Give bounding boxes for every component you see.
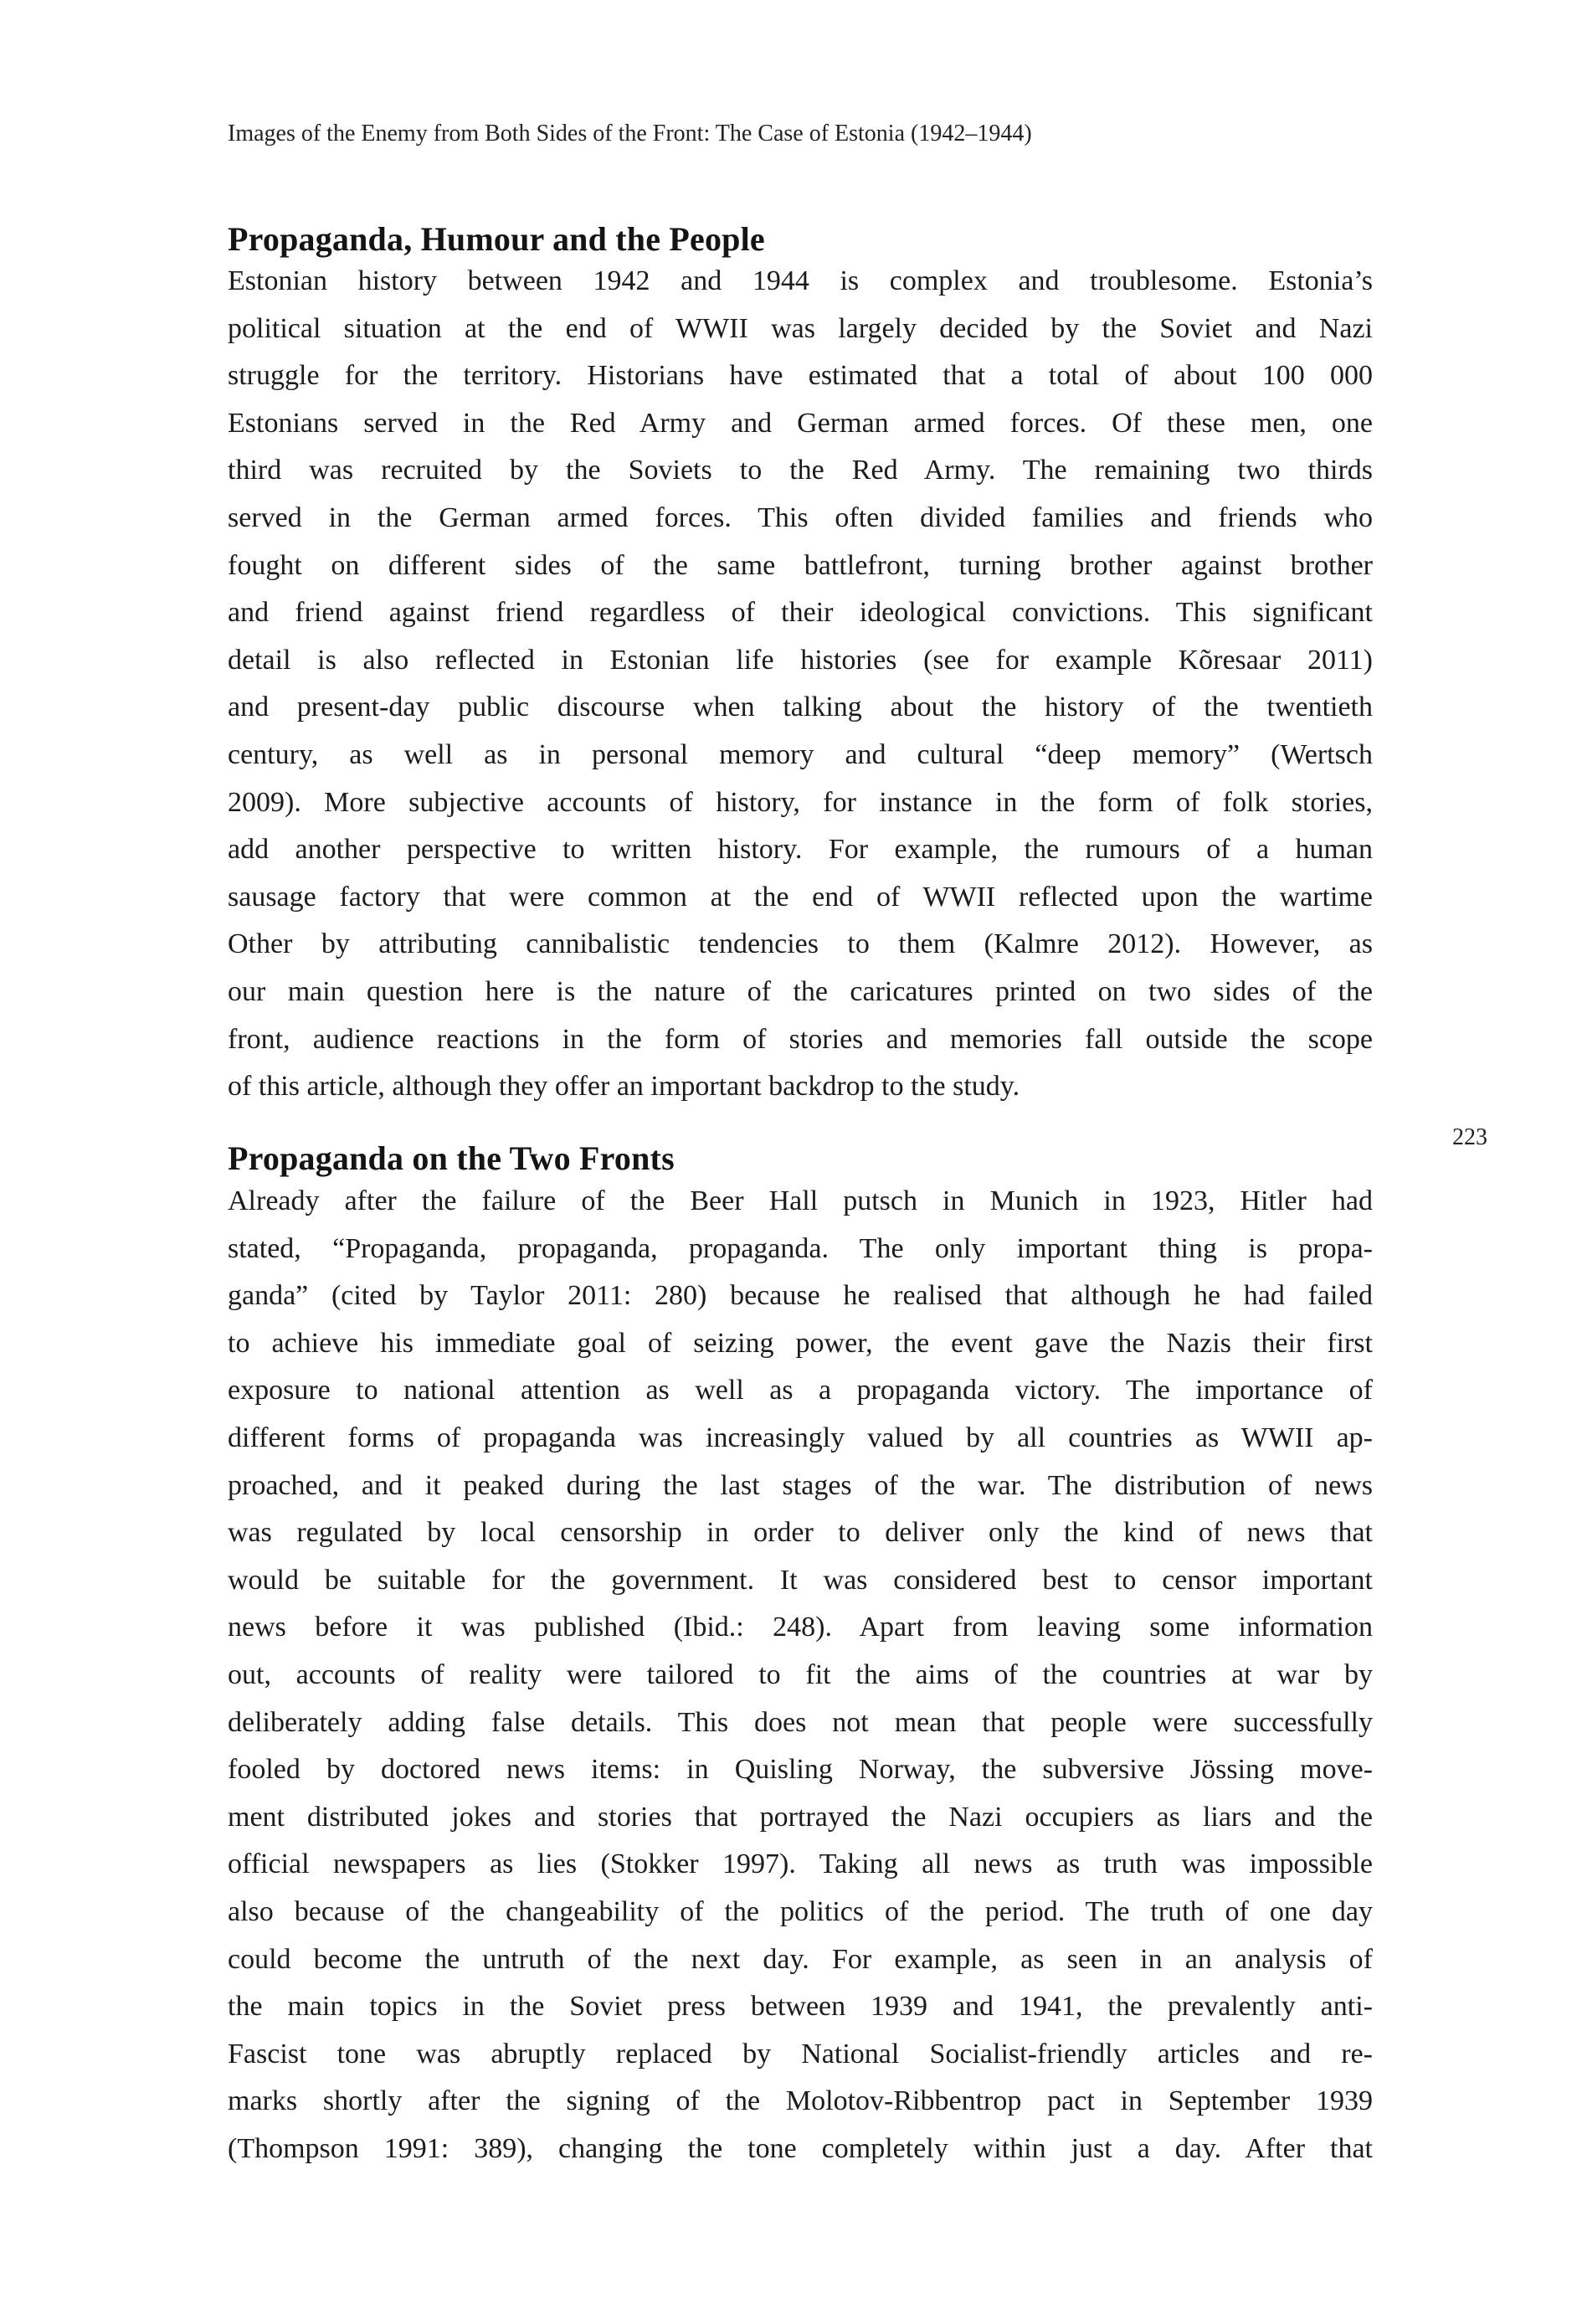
text-line: fooled by doctored news items: in Quisling Norway, the subversive Jössing move- bbox=[228, 1754, 1373, 1786]
text-line: out, accounts of reality were tailored to fit the aims of the countries at war by bbox=[228, 1658, 1373, 1690]
text-line: exposure to national attention as well as a propaganda victory. The importance of bbox=[228, 1375, 1373, 1406]
text-line: (Thompson 1991: 389), changing the tone completely within just a day. After that bbox=[228, 2132, 1373, 2164]
running-header: Images of the Enemy from Both Sides of the Front: The Case of Estonia (1942–1944) bbox=[228, 121, 1032, 147]
text-line: also because of the changeability of the politics of the period. The truth of one day bbox=[228, 1895, 1373, 1927]
text-line: 2009). More subjective accounts of history, for instance in the form of folk stories, bbox=[228, 786, 1373, 818]
text-line: our main question here is the nature of the caricatures printed on two sides of the bbox=[228, 975, 1373, 1007]
text-line: was regulated by local censorship in order to deliver only the kind of news that bbox=[228, 1517, 1373, 1549]
text-line: marks shortly after the signing of the Molotov-Ribbentrop pact in September 1939 bbox=[228, 2085, 1373, 2117]
text-line: front, audience reactions in the form of stories and memories fall outside the scope bbox=[228, 1023, 1373, 1055]
text-line: could become the untruth of the next day. For example, as seen in an analysis of bbox=[228, 1943, 1373, 1975]
section-heading-propaganda-humour-people: Propaganda, Humour and the People bbox=[228, 220, 765, 258]
text-line: proached, and it peaked during the last stages of the war. The distribution of news bbox=[228, 1469, 1373, 1501]
text-line: sausage factory that were common at the end of WWII reflected upon the wartime bbox=[228, 881, 1373, 913]
text-line: different forms of propaganda was increasingly valued by all countries as WWII ap- bbox=[228, 1422, 1373, 1453]
text-line: add another perspective to written history. For example, the rumours of a human bbox=[228, 834, 1373, 866]
text-line: served in the German armed forces. This often divided families and friends who bbox=[228, 501, 1373, 533]
text-line: deliberately adding false details. This does not mean that people were successfully bbox=[228, 1706, 1373, 1738]
text-line: news before it was published (Ibid.: 248). Apart from leaving some information bbox=[228, 1612, 1373, 1643]
text-line: the main topics in the Soviet press between 1939 and 1941, the prevalently anti- bbox=[228, 1991, 1373, 2023]
text-line: and friend against friend regardless of their ideological convictions. This significant bbox=[228, 597, 1373, 629]
page-number: 223 bbox=[1452, 1124, 1487, 1150]
paragraph-propaganda-two-fronts bbox=[228, 1178, 1373, 2172]
text-line: of this article, although they offer an important backdrop to the study. bbox=[228, 1071, 1020, 1103]
text-line: to achieve his immediate goal of seizing power, the event gave the Nazis their first bbox=[228, 1327, 1373, 1359]
text-line: fought on different sides of the same battlefront, turning brother against brother bbox=[228, 549, 1373, 581]
text-line: third was recruited by the Soviets to the Red Army. The remaining two thirds bbox=[228, 455, 1373, 486]
text-line: Estonian history between 1942 and 1944 is complex and troublesome. Estonia’s bbox=[228, 265, 1373, 296]
text-line: political situation at the end of WWII was largely decided by the Soviet and Nazi bbox=[228, 312, 1373, 344]
paragraph-propaganda-humour-people bbox=[228, 258, 1373, 1111]
text-line: Already after the failure of the Beer Hall putsch in Munich in 1923, Hitler had bbox=[228, 1185, 1373, 1216]
text-line: detail is also reflected in Estonian life histories (see for example Kõresaar 2011) bbox=[228, 644, 1373, 676]
text-line: stated, “Propaganda, propaganda, propaganda. The only important thing is propa- bbox=[228, 1232, 1373, 1264]
text-line: official newspapers as lies (Stokker 1997). Taking all news as truth was impossible bbox=[228, 1848, 1373, 1880]
text-line: ganda” (cited by Taylor 2011: 280) because he realised that although he had failed bbox=[228, 1280, 1373, 1312]
section-heading-propaganda-two-fronts: Propaganda on the Two Fronts bbox=[228, 1139, 675, 1177]
text-line: century, as well as in personal memory and cultural “deep memory” (Wertsch bbox=[228, 738, 1373, 770]
text-line: would be suitable for the government. It was considered best to censor important bbox=[228, 1564, 1373, 1596]
text-line: and present-day public discourse when talking about the history of the twentieth bbox=[228, 692, 1373, 723]
text-line: Estonians served in the Red Army and German armed forces. Of these men, one bbox=[228, 407, 1373, 439]
text-line: ment distributed jokes and stories that portrayed the Nazi occupiers as liars and the bbox=[228, 1801, 1373, 1833]
text-line: Fascist tone was abruptly replaced by National Socialist-friendly articles and re- bbox=[228, 2038, 1373, 2069]
text-line: Other by attributing cannibalistic tendencies to them (Kalmre 2012). However, as bbox=[228, 928, 1373, 960]
text-line: struggle for the territory. Historians have estimated that a total of about 100 000 bbox=[228, 360, 1373, 392]
